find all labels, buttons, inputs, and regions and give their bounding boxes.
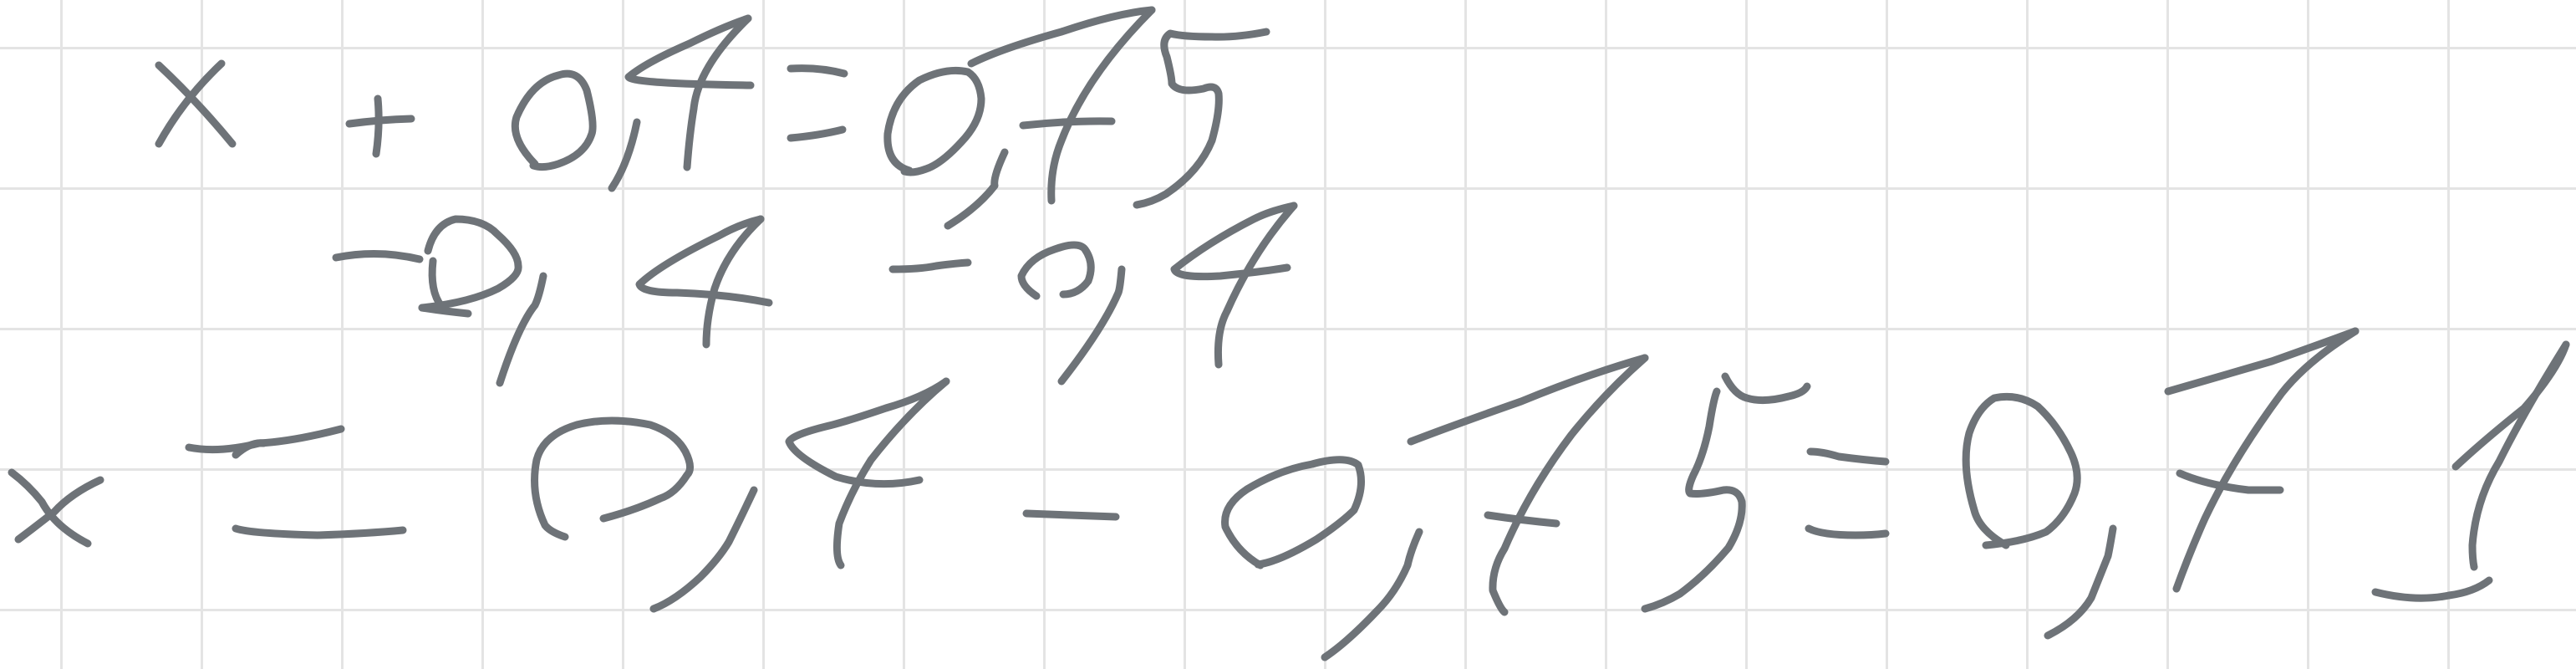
stroke bbox=[1026, 513, 1116, 517]
stroke bbox=[1137, 32, 1266, 205]
glyph-comma bbox=[1325, 532, 1419, 657]
stroke bbox=[654, 490, 754, 609]
glyph-minus bbox=[1026, 513, 1116, 517]
stroke bbox=[1061, 269, 1122, 381]
glyph-plus bbox=[349, 99, 411, 154]
glyph-minus bbox=[236, 529, 403, 535]
stroke bbox=[535, 421, 690, 537]
glyph-x bbox=[12, 472, 100, 544]
stroke bbox=[422, 308, 468, 314]
glyph-comma bbox=[612, 122, 637, 188]
glyph-zero bbox=[535, 421, 690, 537]
stroke bbox=[893, 263, 968, 269]
glyph-x bbox=[159, 64, 232, 144]
stroke bbox=[236, 529, 403, 535]
stroke bbox=[1411, 358, 1645, 442]
stroke bbox=[1174, 206, 1294, 277]
stroke bbox=[791, 69, 844, 74]
handwritten-line-1 bbox=[159, 10, 1266, 226]
stroke bbox=[515, 74, 593, 166]
stroke bbox=[791, 130, 843, 138]
stroke bbox=[888, 70, 981, 172]
glyph-one bbox=[2375, 345, 2566, 598]
stroke bbox=[948, 152, 1005, 226]
stroke bbox=[2456, 345, 2566, 467]
glyph-seven bbox=[1411, 358, 1645, 612]
glyph-seven bbox=[629, 18, 751, 167]
glyph-seven bbox=[1174, 206, 1294, 365]
glyph-zero bbox=[1966, 396, 2077, 545]
stroke bbox=[2176, 331, 2355, 589]
stroke bbox=[1051, 10, 1152, 201]
glyph-five bbox=[1137, 32, 1266, 205]
glyph-comma bbox=[1061, 269, 1122, 381]
stroke bbox=[1725, 376, 1807, 401]
stroke bbox=[612, 122, 637, 188]
glyph-comma bbox=[654, 490, 754, 609]
glyph-minus bbox=[336, 253, 420, 259]
glyph-zero bbox=[888, 70, 981, 172]
glyph-equals bbox=[791, 69, 844, 138]
stroke bbox=[1810, 452, 1886, 462]
glyph-minus bbox=[893, 263, 968, 269]
stroke bbox=[1225, 460, 1362, 565]
stroke bbox=[336, 253, 420, 259]
stroke bbox=[1325, 532, 1419, 657]
stroke bbox=[1645, 391, 1742, 609]
stroke bbox=[1488, 515, 1556, 523]
handwritten-line-2 bbox=[336, 206, 1294, 383]
stroke bbox=[432, 261, 441, 306]
stroke bbox=[1021, 245, 1091, 296]
glyph-four bbox=[789, 381, 946, 565]
glyph-zero bbox=[515, 74, 593, 166]
stroke bbox=[1493, 358, 1645, 612]
stroke bbox=[2375, 580, 2489, 598]
stroke bbox=[500, 276, 543, 383]
stroke bbox=[629, 18, 751, 85]
stroke bbox=[1966, 396, 2077, 545]
glyph-seven bbox=[2168, 331, 2355, 589]
glyph-comma bbox=[948, 152, 1005, 226]
glyph-zero bbox=[1225, 460, 1362, 565]
stroke bbox=[1023, 121, 1112, 125]
glyph-comma bbox=[2048, 529, 2113, 636]
glyph-four bbox=[639, 219, 769, 345]
glyph-equals bbox=[1809, 452, 1886, 535]
stroke bbox=[376, 99, 379, 154]
glyph-zero bbox=[1021, 245, 1091, 296]
stroke bbox=[2168, 331, 2355, 391]
stroke bbox=[2048, 529, 2113, 636]
glyph-comma bbox=[500, 276, 543, 383]
glyph-five bbox=[1645, 376, 1807, 609]
handwritten-line-3 bbox=[12, 331, 2566, 657]
glyph-two bbox=[422, 219, 518, 314]
glyph-minus bbox=[189, 429, 341, 455]
stroke bbox=[1809, 529, 1886, 535]
